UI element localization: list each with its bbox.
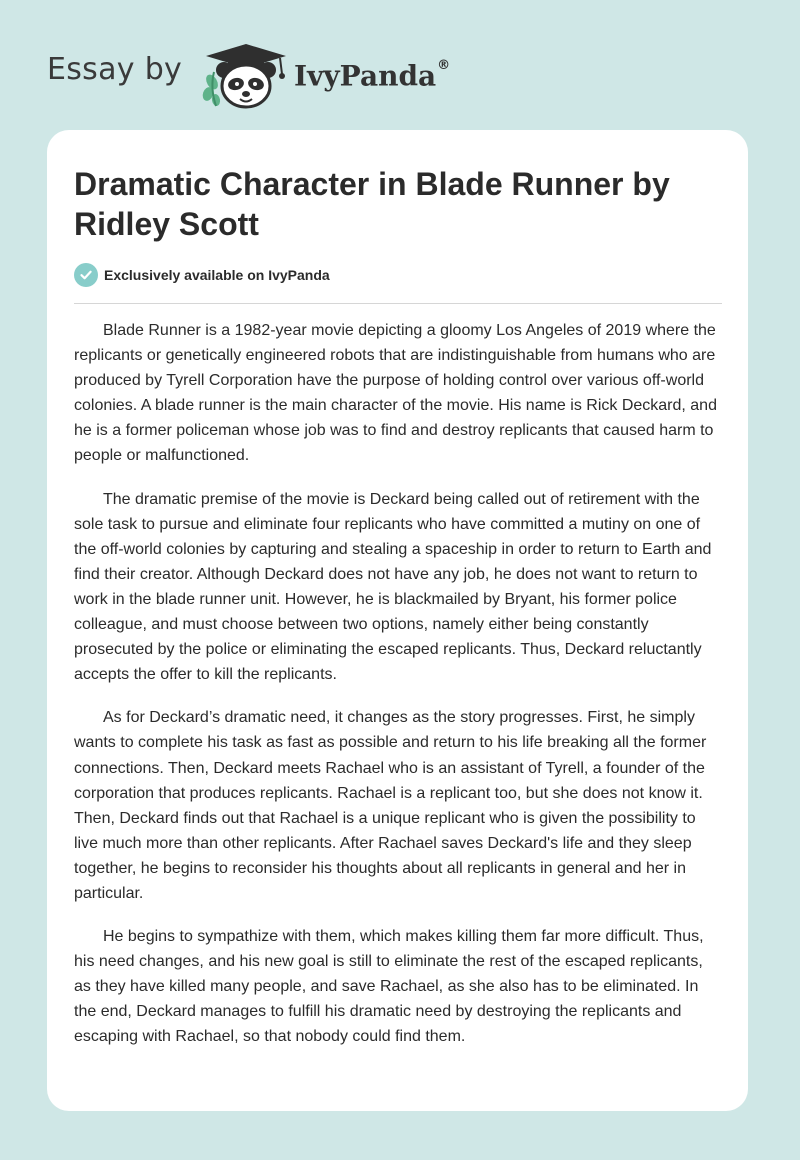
exclusive-badge — [74, 262, 330, 288]
panda-logo-icon[interactable] — [200, 38, 292, 110]
paragraph: Blade Runner is a 1982-year movie depicting a gloomy Los Angeles of 2019 where the replicants or genetically engineered robots that are indistinguishable from humans who are produced by Tyrell Corporation have the purpose of holding control over various off-world colonies. A blade runner is the main character of the movie. His name is Rick Deckard, and he is a former policeman whose job was to find and destroy replicants that caused harm to people or malfunctioned. — [74, 322, 717, 465]
brand-prefix: Essay by — [47, 52, 183, 87]
divider — [74, 303, 722, 304]
site-header — [0, 0, 800, 130]
paragraph: The dramatic premise of the movie is Deckard being called out of retirement with the sole task to pursue and eliminate four replicants who have committed a mutiny on one of the off-world colonies by capturing and stealing a spaceship in order to return to Earth and find their creator. Although Deckard does not have any job, he does not want to return to work in the blade runner unit. However, he is blackmailed by Bryant, his former police colleague, and must choose between two options, namely either being constantly prosecuted by the police or eliminating the escaped replicants. Thus, Deckard reluctantly accepts the offer to kill the replicants. — [74, 490, 712, 684]
essay-body — [74, 318, 724, 1068]
badge-label: Exclusively available on IvyPanda — [104, 267, 330, 283]
essay-card — [47, 130, 748, 1111]
checkmark-icon — [74, 263, 98, 287]
brand-name[interactable]: IvyPanda® — [294, 58, 451, 93]
paragraph: As for Deckard’s dramatic need, it changes as the story progresses. First, he simply wants to complete his task as fast as possible and return to his life breaking all the former connections. Then, Deckard meets Rachael who is an assistant of Tyrell, a founder of the corporation that produces replicants. Rachael is a replicant too, but she does not know it. Then, Deckard finds out that Rachael is a unique replicant who is given the possibility to live much more than other replicants. After Rachael saves Deckard's life and they sleep together, he begins to reconsider his thoughts about all replicants in general and her in particular. — [74, 709, 707, 902]
trademark-symbol: ® — [437, 58, 451, 73]
page-title: Dramatic Character in Blade Runner by Ridley Scott — [74, 166, 670, 242]
paragraph: He begins to sympathize with them, which makes killing them far more difficult. Thus, his need changes, and his new goal is still to eliminate the rest of the escaped replicants, as they have killed many people, and save Rachael, as she also has to be eliminated. In the end, Deckard manages to fulfill his dramatic need by destroying the replicants and escaping with Rachael, so that nobody could find them. — [74, 928, 704, 1046]
